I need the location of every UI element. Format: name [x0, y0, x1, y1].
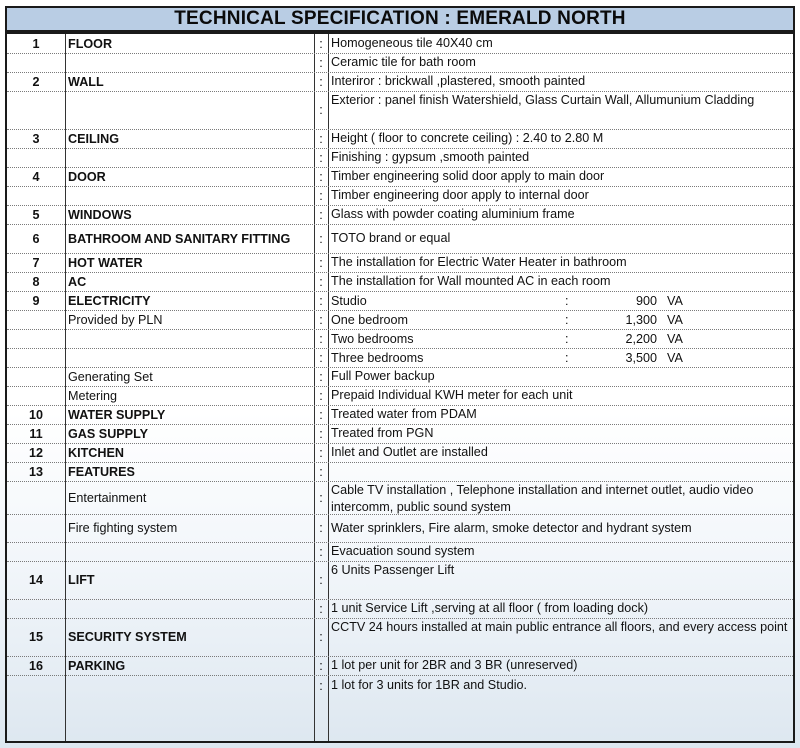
item-number: [7, 348, 65, 367]
item-description: 1 unit Service Lift ,serving at all floor ( from loading dock): [331, 601, 649, 615]
item-number: 15: [28, 630, 43, 644]
item-label: [68, 329, 312, 348]
item-number: 16: [28, 658, 43, 673]
separator-colon: :: [319, 150, 323, 165]
item-description: Homogeneous tile 40X40 cm: [331, 36, 493, 50]
item-description: The installation for Electric Water Heater in bathroom: [331, 255, 627, 269]
item-label: CEILING: [68, 131, 120, 146]
item-number: 4: [32, 169, 40, 184]
separator-colon: :: [319, 255, 323, 270]
item-number: [7, 599, 65, 618]
electricity-colon: :: [565, 293, 569, 308]
item-label: [68, 148, 312, 167]
electricity-power-unit: VA: [667, 312, 683, 327]
separator-colon: :: [319, 312, 323, 327]
table-row: [7, 561, 793, 600]
item-number: 8: [32, 274, 40, 289]
table-row: [7, 34, 793, 54]
item-description: CCTV 24 hours installed at main public entrance all floors, and every access point: [331, 620, 788, 634]
item-label: SECURITY SYSTEM: [68, 630, 187, 644]
item-label: [68, 348, 312, 367]
electricity-power-unit: VA: [667, 331, 683, 346]
electricity-power-value: 900: [635, 293, 657, 308]
item-number: [7, 53, 65, 72]
table-row: [7, 72, 793, 92]
item-label: [68, 599, 312, 618]
electricity-unit-type: Two bedrooms: [331, 331, 414, 346]
separator-colon: :: [319, 188, 323, 203]
table-row: [7, 348, 793, 368]
item-description: Height ( floor to concrete ceiling) : 2.40 to 2.80 M: [331, 131, 604, 145]
table-row: [7, 186, 793, 206]
table-row: [7, 329, 793, 349]
item-number: [7, 386, 65, 405]
separator-colon: :: [319, 658, 323, 673]
item-description: Full Power backup: [331, 369, 435, 383]
item-number: [7, 675, 65, 696]
item-description: Timber engineering solid door apply to main door: [331, 169, 605, 183]
item-label: [68, 675, 312, 696]
table-row: [7, 481, 793, 515]
item-label: WINDOWS: [68, 207, 132, 222]
item-description: Inlet and Outlet are installed: [331, 445, 488, 459]
electricity-power-value: 3,500: [625, 350, 657, 365]
item-label: Fire fighting system: [68, 521, 178, 535]
item-number: 14: [28, 573, 43, 587]
table-row: [7, 253, 793, 273]
item-description: 1 lot per unit for 2BR and 3 BR (unreserved): [331, 658, 578, 672]
item-label: ELECTRICITY: [68, 293, 151, 308]
separator-colon: :: [319, 103, 323, 117]
item-description: Evacuation sound system: [331, 544, 475, 558]
item-label: AC: [68, 274, 87, 289]
table-row: [7, 514, 793, 543]
separator-colon: :: [319, 274, 323, 289]
item-label: [68, 542, 312, 561]
table-row: [7, 599, 793, 619]
item-description: Exterior : panel finish Watershield, Glass Curtain Wall, Allumunium Cladding: [331, 93, 755, 107]
item-description: Treated water from PDAM: [331, 407, 477, 421]
table-row: [7, 91, 793, 130]
table-row: [7, 386, 793, 406]
table-row: [7, 656, 793, 676]
item-label: HOT WATER: [68, 255, 143, 270]
item-description: TOTO brand or equal: [331, 231, 451, 245]
item-number: 13: [28, 464, 43, 479]
separator-colon: :: [319, 169, 323, 184]
item-label: [68, 91, 312, 129]
separator-colon: :: [319, 601, 323, 616]
item-description: Cable TV installation , Telephone installation and internet outlet, audio video intercomm, public sound system: [331, 483, 754, 514]
table-row: [7, 542, 793, 562]
item-number: [7, 329, 65, 348]
item-label: LIFT: [68, 573, 95, 587]
item-description: Water sprinklers, Fire alarm, smoke detector and hydrant system: [331, 520, 692, 535]
item-label: Generating Set: [68, 369, 153, 384]
table-row: [7, 424, 793, 444]
separator-colon: :: [319, 350, 323, 365]
item-description: [331, 462, 789, 481]
item-label: WALL: [68, 74, 104, 89]
table-row: [7, 462, 793, 482]
table-row: [7, 205, 793, 225]
table-row: [7, 224, 793, 254]
item-number: 2: [32, 74, 40, 89]
table-row: [7, 443, 793, 463]
table-row: [7, 167, 793, 187]
electricity-unit-type: Studio: [331, 293, 367, 308]
separator-colon: :: [319, 207, 323, 222]
item-number: 7: [32, 255, 40, 270]
item-number: 11: [29, 426, 43, 441]
separator-colon: :: [319, 544, 323, 559]
separator-colon: :: [319, 464, 323, 479]
electricity-power-value: 2,200: [625, 331, 657, 346]
electricity-power-unit: VA: [667, 350, 683, 365]
separator-colon: :: [319, 74, 323, 89]
item-number: 12: [28, 445, 43, 460]
table-row: [7, 291, 793, 311]
separator-colon: :: [319, 573, 323, 587]
item-number: [7, 186, 65, 205]
table-row: [7, 405, 793, 425]
item-description: 6 Units Passenger Lift: [331, 563, 455, 577]
separator-colon: :: [319, 445, 323, 460]
separator-colon: :: [319, 231, 323, 246]
item-description: Ceramic tile for bath room: [331, 55, 476, 69]
separator-colon: :: [319, 131, 323, 146]
electricity-colon: :: [565, 350, 569, 365]
separator-colon: :: [319, 36, 323, 51]
table-row: [7, 53, 793, 73]
electricity-colon: :: [565, 312, 569, 327]
electricity-colon: :: [565, 331, 569, 346]
electricity-power-value: 1,300: [625, 312, 657, 327]
separator-colon: :: [319, 630, 323, 644]
separator-colon: :: [319, 521, 323, 535]
item-description: Treated from PGN: [331, 426, 434, 440]
item-label: GAS SUPPLY: [68, 426, 149, 441]
item-number: [7, 367, 65, 386]
table-row: [7, 129, 793, 149]
item-label: [68, 186, 312, 205]
separator-colon: :: [319, 55, 323, 70]
item-label: FLOOR: [68, 36, 113, 51]
item-label: Entertainment: [68, 490, 147, 505]
table-row: [7, 310, 793, 330]
separator-colon: :: [319, 426, 323, 441]
item-description: The installation for Wall mounted AC in each room: [331, 274, 611, 288]
table-row: [7, 618, 793, 657]
item-label: [68, 53, 312, 72]
item-label: KITCHEN: [68, 445, 124, 460]
page-title: TECHNICAL SPECIFICATION : EMERALD NORTH: [5, 6, 795, 32]
table-row: [7, 148, 793, 168]
separator-colon: :: [319, 678, 323, 693]
item-description: Prepaid Individual KWH meter for each unit: [331, 388, 573, 402]
separator-colon: :: [319, 407, 323, 422]
item-description: Glass with powder coating aluminium frame: [331, 207, 575, 221]
separator-colon: :: [319, 388, 323, 403]
item-number: [7, 91, 65, 129]
electricity-power-unit: VA: [667, 293, 683, 308]
item-number: [7, 310, 65, 329]
item-description: 1 lot for 3 units for 1BR and Studio.: [331, 678, 528, 692]
electricity-unit-type: Three bedrooms: [331, 350, 424, 365]
item-label: Metering: [68, 388, 117, 403]
table-row: [7, 367, 793, 387]
item-number: 5: [32, 207, 40, 222]
separator-colon: :: [319, 293, 323, 308]
separator-colon: :: [319, 369, 323, 384]
item-description: Finishing : gypsum ,smooth painted: [331, 150, 530, 164]
item-label: BATHROOM AND SANITARY FITTING: [68, 231, 291, 246]
item-number: [7, 542, 65, 561]
separator-colon: :: [319, 331, 323, 346]
item-label: PARKING: [68, 658, 126, 673]
item-number: 9: [32, 293, 40, 308]
item-label: FEATURES: [68, 464, 135, 479]
item-number: [7, 481, 65, 514]
table-row: [7, 272, 793, 292]
item-number: 6: [32, 231, 40, 246]
specification-table: [5, 32, 795, 743]
table-row: [7, 675, 793, 696]
item-number: 1: [32, 36, 40, 51]
item-label: DOOR: [68, 169, 106, 184]
item-description: Interiror : brickwall ,plastered, smooth painted: [331, 74, 586, 88]
item-description: Timber engineering door apply to internal door: [331, 188, 589, 202]
item-number: [7, 148, 65, 167]
electricity-unit-type: One bedroom: [331, 312, 409, 327]
separator-colon: :: [319, 490, 323, 505]
item-number: 3: [32, 131, 40, 146]
item-number: 10: [28, 407, 43, 422]
item-number: [7, 514, 65, 542]
item-label: WATER SUPPLY: [68, 407, 166, 422]
item-label: Provided by PLN: [68, 312, 163, 327]
